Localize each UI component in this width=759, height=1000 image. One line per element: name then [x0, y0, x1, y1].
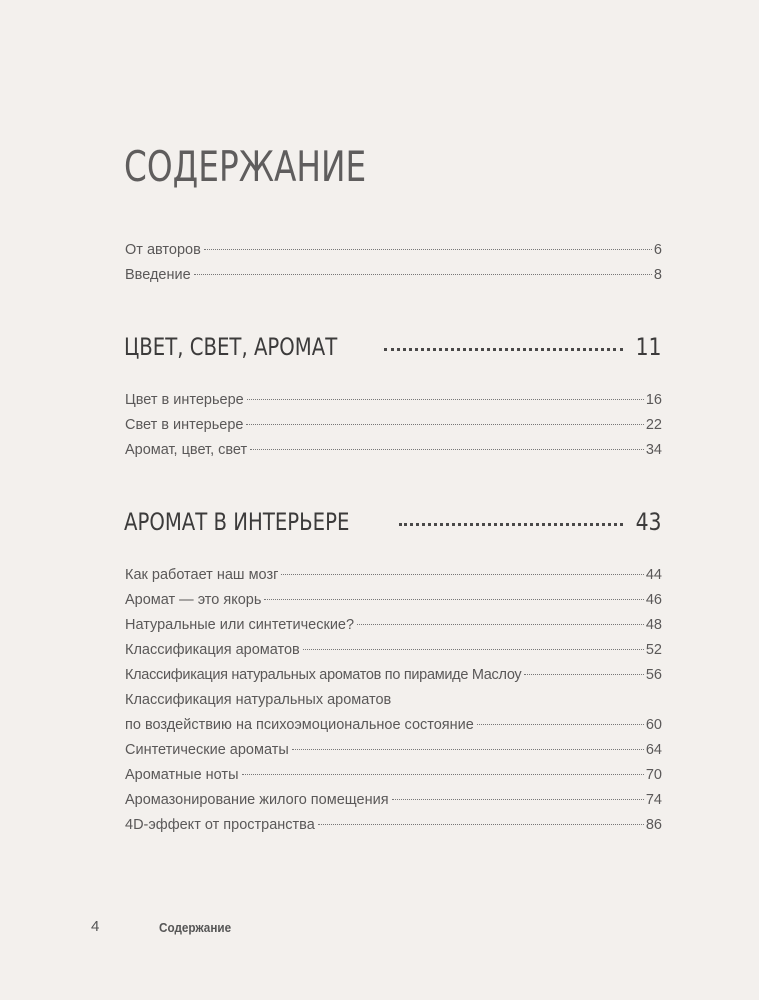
- toc-entry-title: Классификация натуральных ароматов по пирамиде Маслоу: [125, 667, 522, 683]
- toc-entry[interactable]: [125, 689, 662, 711]
- toc-entry-page: 70: [645, 767, 662, 783]
- dot-leader: [246, 424, 643, 425]
- dot-leader: [303, 649, 644, 650]
- dot-leader: [357, 624, 644, 625]
- toc-entry[interactable]: [125, 739, 662, 761]
- toc-entry-title: Синтетические ароматы: [125, 742, 289, 758]
- dot-leader: [477, 724, 644, 725]
- toc-entry[interactable]: [125, 614, 662, 636]
- toc-entry[interactable]: [125, 239, 662, 261]
- toc-entry[interactable]: [125, 664, 662, 686]
- dot-leader: [392, 799, 644, 800]
- toc-entry[interactable]: [125, 714, 662, 736]
- toc-entry-title: Аромат, цвет, свет: [125, 442, 248, 458]
- toc-entry-title: Аромат — это якорь: [125, 592, 262, 608]
- dot-leader: [318, 824, 644, 825]
- footer-page-number: 4: [91, 918, 100, 935]
- page-title: СОДЕРЖАНИЕ: [124, 142, 367, 191]
- toc-entry[interactable]: [125, 264, 662, 286]
- toc-entry-title: Цвет в интерьере: [125, 392, 244, 408]
- toc-entry-page: 74: [645, 792, 662, 808]
- toc-entry-page: 86: [645, 817, 662, 833]
- dot-leader: [384, 348, 623, 351]
- dot-leader: [242, 774, 644, 775]
- toc-entry-page: 46: [645, 592, 662, 608]
- section-page: 11: [636, 333, 662, 361]
- toc-entry-title: 4D-эффект от пространства: [125, 817, 315, 833]
- toc-entry-page: 64: [645, 742, 662, 758]
- toc-entry-page: 34: [645, 442, 662, 458]
- toc-entry-page: 22: [645, 417, 662, 433]
- toc-entry-title: Натуральные или синтетические?: [125, 617, 355, 633]
- dot-leader: [250, 449, 644, 450]
- toc-entry-page: 16: [645, 392, 662, 408]
- toc-entry-title: Свет в интерьере: [125, 417, 244, 433]
- toc-entry[interactable]: [125, 389, 662, 411]
- toc-entry[interactable]: [125, 639, 662, 661]
- toc-entry-title: по воздействию на психоэмоциональное состояние: [125, 717, 474, 733]
- section-title: АРОМАТ В ИНТЕРЬЕРЕ: [124, 508, 350, 536]
- dot-leader: [194, 274, 652, 275]
- dot-leader: [204, 249, 652, 250]
- toc-section-heading[interactable]: [124, 331, 662, 363]
- footer-running-head: Содержание: [159, 920, 232, 935]
- toc-entry-page: 56: [645, 667, 662, 683]
- dot-leader: [524, 674, 643, 675]
- toc-entry-title: Ароматные ноты: [125, 767, 239, 783]
- toc-entry-title: Введение: [125, 267, 191, 283]
- toc-entry[interactable]: [125, 589, 662, 611]
- section-page: 43: [636, 508, 662, 536]
- toc-entry-title: Как работает наш мозг: [125, 567, 279, 583]
- toc-entry-page: 44: [645, 567, 662, 583]
- toc-entry-title: От авторов: [125, 242, 201, 258]
- toc-entry-title: Классификация ароматов: [125, 642, 300, 658]
- toc-entry-page: 60: [645, 717, 662, 733]
- toc-entry-page: 48: [645, 617, 662, 633]
- dot-leader: [399, 523, 624, 526]
- toc-entry[interactable]: [125, 414, 662, 436]
- dot-leader: [247, 399, 644, 400]
- toc-entry[interactable]: [125, 564, 662, 586]
- toc-entry[interactable]: [125, 814, 662, 836]
- dot-leader: [292, 749, 644, 750]
- toc-entry-page: 6: [653, 242, 662, 258]
- toc-entry-title: Классификация натуральных ароматов: [125, 692, 392, 708]
- toc-entry-page: 52: [645, 642, 662, 658]
- toc-entry-page: 8: [653, 267, 662, 283]
- toc-entry[interactable]: [125, 439, 662, 461]
- toc-entry-title: Аромазонирование жилого помещения: [125, 792, 389, 808]
- section-title: ЦВЕТ, СВЕТ, АРОМАТ: [124, 333, 338, 361]
- toc-entry[interactable]: [125, 789, 662, 811]
- dot-leader: [264, 599, 643, 600]
- toc-entry[interactable]: [125, 764, 662, 786]
- toc-section-heading[interactable]: [124, 506, 662, 538]
- dot-leader: [281, 574, 643, 575]
